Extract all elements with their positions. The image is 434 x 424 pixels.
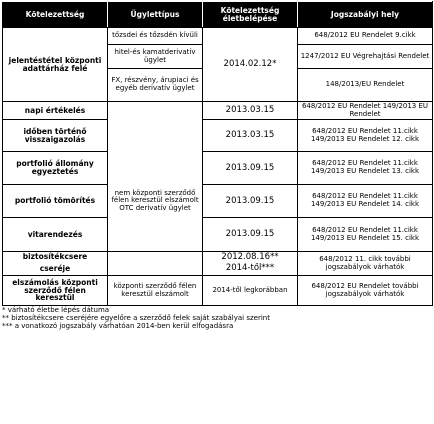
obligations-document <box>2 1 432 330</box>
legal-timely-confirmation: 648/2012 EU Rendelet 11.cikk 149/2013 EU Rendelet 12. cikk <box>298 120 433 152</box>
legal-portfolio-compression: 648/2012 EU Rendelet 11.cikk 149/2013 EU Rendelet 14. cikk <box>298 185 433 218</box>
obligation-portfolio-compression: portfolió tömörítés <box>3 185 108 218</box>
obligation-collateral-exchange: cseréje <box>3 263 108 276</box>
date-reporting: 2014.02.12* <box>203 28 298 102</box>
date-portfolio-compression: 2013.09.15 <box>203 185 298 218</box>
legal-collateral: 648/2012 11. cikk további jogszabályok várhatók <box>298 252 433 276</box>
table-row <box>3 276 433 306</box>
legal-portfolio-reconciliation: 648/2012 EU Rendelet 11.cikk 149/2013 EU Rendelet 13. cikk <box>298 152 433 185</box>
header-type: Ügylettípus <box>108 2 203 28</box>
footnotes <box>2 307 432 330</box>
table-row <box>3 218 433 252</box>
legal-reporting-2: 1247/2012 EU Végrehajtási Rendelet <box>298 45 433 69</box>
header-effective: Kötelezettség életbelépése <box>203 2 298 28</box>
footnote-2: ** biztosítékcsere cseréjére egyelőre a szerződő felek saját szabályai szerint <box>2 313 270 322</box>
obligation-reporting: jelentéstétel központi adattárház felé <box>3 28 108 102</box>
table-row <box>3 120 433 152</box>
obligation-daily-valuation: napi értékelés <box>3 102 108 120</box>
legal-daily-valuation: 648/2012 EU Rendelet 149/2013 EU Rendelet <box>298 102 433 120</box>
footnote-3: *** a vonatkozó jogszabály várhatóan 2014-ben kerül elfogadásra <box>2 321 234 330</box>
header-legal: Jogszabályi hely <box>298 2 433 28</box>
obligation-ccp-clearing: elszámolás központi szerződő félen keresztül <box>3 276 108 306</box>
obligation-dispute-resolution: vitarendezés <box>3 218 108 252</box>
date-dispute-resolution: 2013.09.15 <box>203 218 298 252</box>
obligation-timely-confirmation: időben történő visszaigazolás <box>3 120 108 152</box>
date-timely-confirmation: 2013.03.15 <box>203 120 298 152</box>
obligation-portfolio-reconciliation: portfolió állomány egyeztetés <box>3 152 108 185</box>
type-exchange-otc: tőzsdei és tőzsdén kívüli <box>108 28 203 45</box>
type-ccp-cleared: központi szerződő félen keresztül elszámolt <box>108 276 203 306</box>
type-empty <box>108 252 203 276</box>
type-non-ccp-otc: nem központi szerződő félen keresztül elszámolt OTC derivatív ügylet <box>108 152 203 252</box>
date-portfolio-reconciliation: 2013.09.15 <box>203 152 298 185</box>
legal-reporting-1: 648/2012 EU Rendelet 9.cikk <box>298 28 433 45</box>
footnote-1: * várható életbe lépés dátuma <box>2 306 110 314</box>
legal-ccp-clearing: 648/2012 EU Rendelet további jogszabályok várhatók <box>298 276 433 306</box>
legal-reporting-3: 148/2013/EU Rendelet <box>298 69 433 102</box>
header-row <box>3 2 433 28</box>
type-empty <box>108 120 203 152</box>
obligation-collateral: biztosítékcsere <box>3 252 108 263</box>
table-row <box>3 102 433 120</box>
date-daily-valuation: 2013.03.15 <box>203 102 298 120</box>
legal-dispute-resolution: 648/2012 EU Rendelet 11.cikk 149/2013 EU Rendelet 15. cikk <box>298 218 433 252</box>
date-collateral-1: 2012.08.16** <box>203 252 298 263</box>
table-row <box>3 252 433 263</box>
type-credit-interest: hitel-és kamatderivatív ügylet <box>108 45 203 69</box>
table-row <box>3 185 433 218</box>
table-row <box>3 28 433 45</box>
obligations-table <box>2 1 433 306</box>
date-collateral-2: 2014-től*** <box>203 263 298 276</box>
header-obligation: Kötelezettség <box>3 2 108 28</box>
type-empty <box>108 102 203 120</box>
table-row <box>3 152 433 185</box>
date-ccp-clearing: 2014-től legkorábban <box>203 276 298 306</box>
type-fx-equity: FX, részvény, árupiaci és egyéb derivatív ügylet <box>108 69 203 102</box>
